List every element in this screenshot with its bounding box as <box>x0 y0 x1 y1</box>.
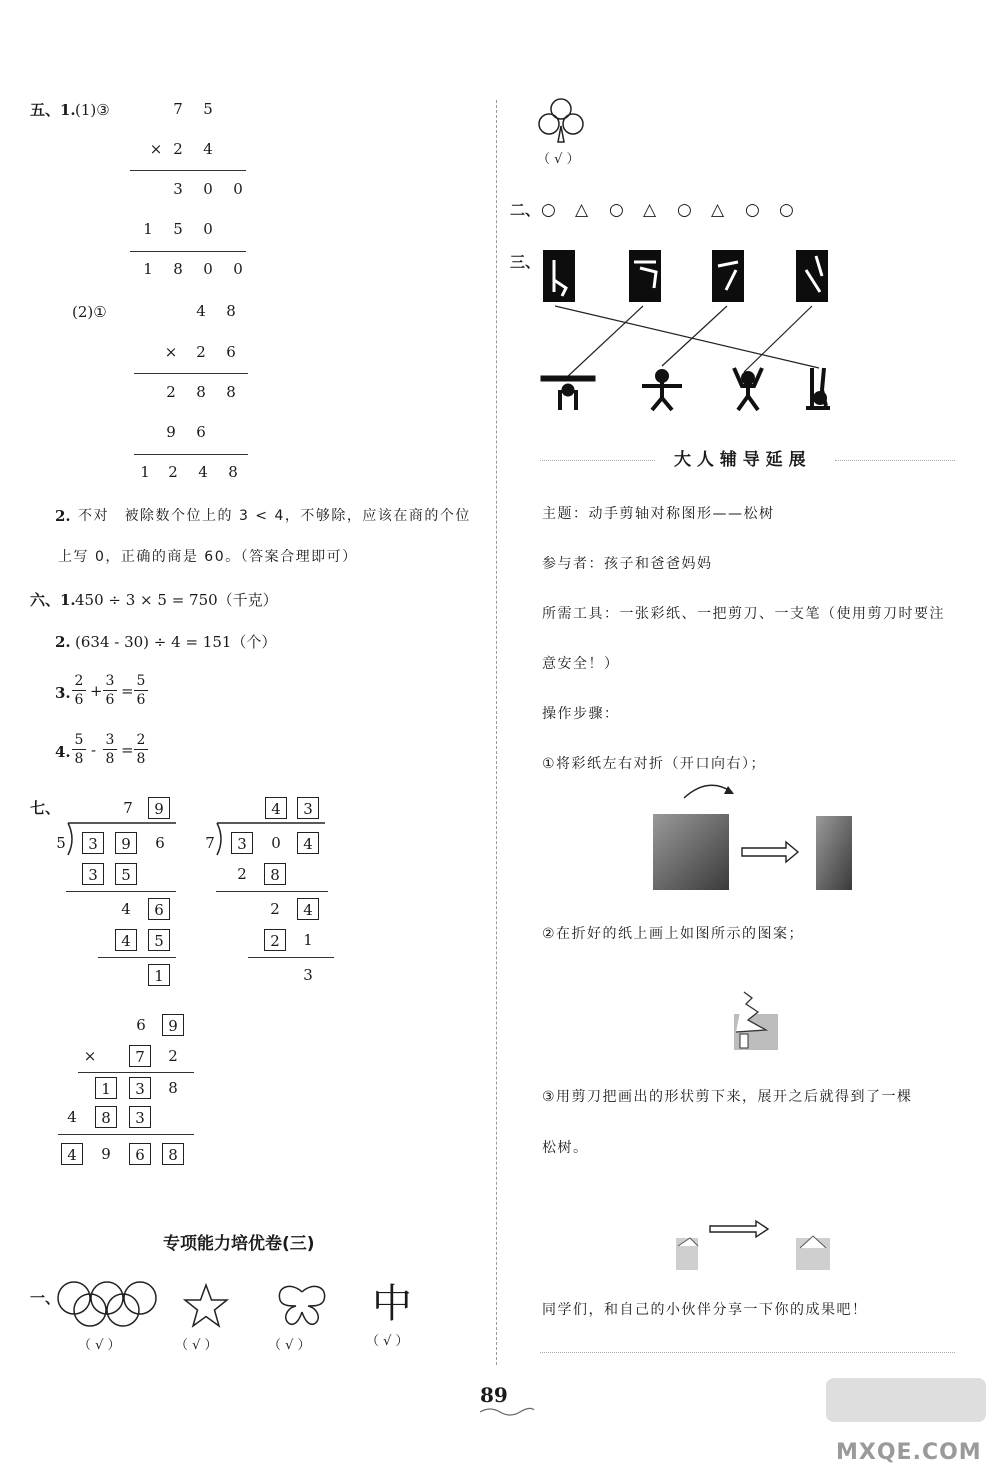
digit: 2 <box>173 140 183 158</box>
answer-box: 9 <box>115 832 137 854</box>
digit: 1 <box>140 463 150 481</box>
answer-box: 4 <box>265 797 287 819</box>
digit: 0 <box>233 260 243 278</box>
digit: 1 <box>143 220 153 238</box>
dotted-rule <box>540 1352 955 1353</box>
times-sign: × <box>164 343 178 361</box>
shape-symbol: ○ <box>677 200 692 220</box>
divisor: 7 <box>205 834 215 852</box>
digit: 3 <box>303 966 313 984</box>
digit: 2 <box>168 1047 178 1065</box>
olympic-rings-icon <box>52 1280 162 1330</box>
rule-line <box>78 1072 194 1073</box>
shape-symbol: △ <box>643 200 657 220</box>
q6-2-number: 2. <box>55 633 71 651</box>
times-sign: × <box>149 140 163 158</box>
digit: 8 <box>226 302 236 320</box>
fraction: 5 6 <box>134 672 148 709</box>
q5-item2-line2: 上写 0，正确的商是 60。（答案合理即可） <box>58 549 358 565</box>
guide-closing: 同学们，和自己的小伙伴分享一下你的成果吧！ <box>542 1302 868 1318</box>
answer-box: 9 <box>162 1014 184 1036</box>
digit: 0 <box>233 180 243 198</box>
q5-label: 五、1. <box>30 101 76 119</box>
rule-line <box>248 957 334 958</box>
digit: 3 <box>173 180 183 198</box>
silhouette-card <box>712 250 744 302</box>
silhouette-card <box>796 250 828 302</box>
answer-box: 1 <box>148 964 170 986</box>
dotted-rule <box>835 460 955 461</box>
q3-label: 三、 <box>510 253 541 271</box>
shape-symbol: ○ <box>779 200 794 220</box>
guide-tools-line2: 意安全！） <box>542 656 620 672</box>
page-number: 89 <box>480 1383 508 1407</box>
digit: 6 <box>196 423 206 441</box>
digit: 1 <box>143 260 153 278</box>
figure-split-pose <box>541 376 595 410</box>
q6-label: 六、1. <box>30 591 76 609</box>
q1-label: 一、 <box>30 1289 61 1307</box>
answer-box: 4 <box>297 898 319 920</box>
check-mark: （ √ ） <box>175 1338 218 1353</box>
shape-symbol: △ <box>575 200 589 220</box>
answer-box: 1 <box>95 1077 117 1099</box>
digit: 0 <box>203 180 213 198</box>
digit: 8 <box>173 260 183 278</box>
fraction: 2 6 <box>72 672 86 709</box>
digit: 4 <box>67 1108 77 1126</box>
answer-box: 7 <box>129 1045 151 1067</box>
digit: 8 <box>226 383 236 401</box>
minus-sign: - <box>91 741 97 759</box>
matching-figures <box>530 240 840 420</box>
digit: 0 <box>203 260 213 278</box>
page-ornament <box>476 1404 536 1420</box>
check-mark: （ √ ） <box>78 1338 121 1353</box>
answer-box: 4 <box>297 832 319 854</box>
digit: 2 <box>168 463 178 481</box>
fraction: 3 8 <box>103 731 117 768</box>
shape-symbol: ○ <box>541 200 556 220</box>
digit: 8 <box>196 383 206 401</box>
column-divider <box>496 100 497 1365</box>
digit: 2 <box>196 343 206 361</box>
guide-steps-label: 操作步骤： <box>542 706 620 722</box>
guide-tools-line1: 所需工具：一张彩纸、一把剪刀、一支笔（使用剪刀时要注 <box>542 606 945 622</box>
answer-box: 3 <box>231 832 253 854</box>
digit: 6 <box>155 834 165 852</box>
digit: 6 <box>136 1016 146 1034</box>
watermark-logo <box>826 1378 986 1422</box>
fraction: 3 6 <box>103 672 117 709</box>
answer-box: 3 <box>129 1106 151 1128</box>
digit: 2 <box>270 900 280 918</box>
shape-symbol: △ <box>711 200 725 220</box>
answer-box: 3 <box>82 863 104 885</box>
digit: 4 <box>196 302 206 320</box>
q2-label: 二、 <box>510 201 541 219</box>
answer-box: 4 <box>115 929 137 951</box>
check-mark: （ √ ） <box>537 152 580 167</box>
digit: 4 <box>203 140 213 158</box>
star-icon <box>183 1283 229 1329</box>
answer-box: 8 <box>95 1106 117 1128</box>
digit: 0 <box>203 220 213 238</box>
figure-arms-out <box>642 371 682 410</box>
rule-line <box>216 891 328 892</box>
check-mark: （ √ ） <box>366 1334 409 1349</box>
plus-sign: + <box>90 682 103 700</box>
divisor: 5 <box>56 834 66 852</box>
guide-step3-line1: ③用剪刀把画出的形状剪下来，展开之后就得到了一棵 <box>542 1089 913 1105</box>
figure-jumping <box>734 368 762 410</box>
q5-1-label: (1)③ <box>75 101 110 119</box>
guide-step2: ②在折好的纸上画上如图所示的图案； <box>542 926 805 942</box>
times-sign: × <box>83 1047 97 1065</box>
answer-box: 8 <box>264 863 286 885</box>
rule-line <box>134 454 248 455</box>
answer-box: 6 <box>148 898 170 920</box>
tree-pattern-illustration <box>728 990 788 1052</box>
clover-icon <box>536 96 586 144</box>
q6-3-number: 3. <box>55 684 71 702</box>
answer-box: 3 <box>129 1077 151 1099</box>
digit: 2 <box>166 383 176 401</box>
figure-handstand <box>806 368 830 408</box>
butterfly-icon <box>276 1284 328 1328</box>
fold-paper-illustration <box>650 770 860 892</box>
digit: 7 <box>173 100 183 118</box>
check-mark: （ √ ） <box>268 1338 311 1353</box>
dotted-rule <box>540 460 655 461</box>
rule-line <box>130 251 246 252</box>
digit: 9 <box>166 423 176 441</box>
answer-box: 3 <box>297 797 319 819</box>
digit: 0 <box>271 834 281 852</box>
shape-symbol: ○ <box>609 200 624 220</box>
rule-line <box>134 373 248 374</box>
rule-line <box>98 957 176 958</box>
q7-label: 七、 <box>30 799 61 817</box>
guide-participants: 参与者：孩子和爸爸妈妈 <box>542 556 713 572</box>
rule-line <box>58 1134 194 1135</box>
rule-line <box>66 891 176 892</box>
answer-box: 4 <box>61 1143 83 1165</box>
digit: 8 <box>228 463 238 481</box>
guide-theme: 主题：动手剪轴对称图形——松树 <box>542 506 775 522</box>
digit: 4 <box>121 900 131 918</box>
digit: 9 <box>101 1145 111 1163</box>
q5-item2-number: 2. <box>55 507 71 525</box>
equals-sign: = <box>121 682 134 700</box>
answer-box: 9 <box>148 797 170 819</box>
q5-2-label: (2)① <box>72 303 107 321</box>
fraction: 2 8 <box>134 731 148 768</box>
chinese-character: 中 <box>372 1281 412 1327</box>
q6-2-equation: (634 - 30) ÷ 4 = 151（个） <box>75 633 277 651</box>
q6-1-equation: 450 ÷ 3 × 5 = 750（千克） <box>75 591 278 609</box>
q5-item2-line1: 不对 被除数个位上的 3 < 4，不够除，应该在商的个位 <box>78 508 471 524</box>
digit: 6 <box>226 343 236 361</box>
guide-step1: ①将彩纸左右对折（开口向右）； <box>542 756 767 772</box>
silhouette-card <box>543 250 575 302</box>
answer-box: 5 <box>115 863 137 885</box>
answer-box: 5 <box>148 929 170 951</box>
shape-symbol: ○ <box>745 200 760 220</box>
digit: 7 <box>123 799 133 817</box>
rule-line <box>130 170 246 171</box>
watermark-text: MXQE.COM <box>836 1440 982 1465</box>
digit: 5 <box>173 220 183 238</box>
fraction: 5 8 <box>72 731 86 768</box>
equals-sign: = <box>121 741 134 759</box>
unfold-illustration <box>668 1216 838 1272</box>
answer-box: 3 <box>82 832 104 854</box>
silhouette-card <box>629 250 661 302</box>
section-title: 专项能力培优卷(三) <box>163 1234 315 1254</box>
digit: 8 <box>168 1079 178 1097</box>
digit: 2 <box>237 865 247 883</box>
q6-4-number: 4. <box>55 743 71 761</box>
digit: 5 <box>203 100 213 118</box>
guide-title: 大 人 辅 导 延 展 <box>674 450 806 470</box>
digit: 1 <box>303 931 313 949</box>
answer-box: 8 <box>162 1143 184 1165</box>
digit: 4 <box>198 463 208 481</box>
guide-step3-line2: 松树。 <box>542 1140 589 1156</box>
answer-box: 2 <box>264 929 286 951</box>
answer-box: 6 <box>129 1143 151 1165</box>
